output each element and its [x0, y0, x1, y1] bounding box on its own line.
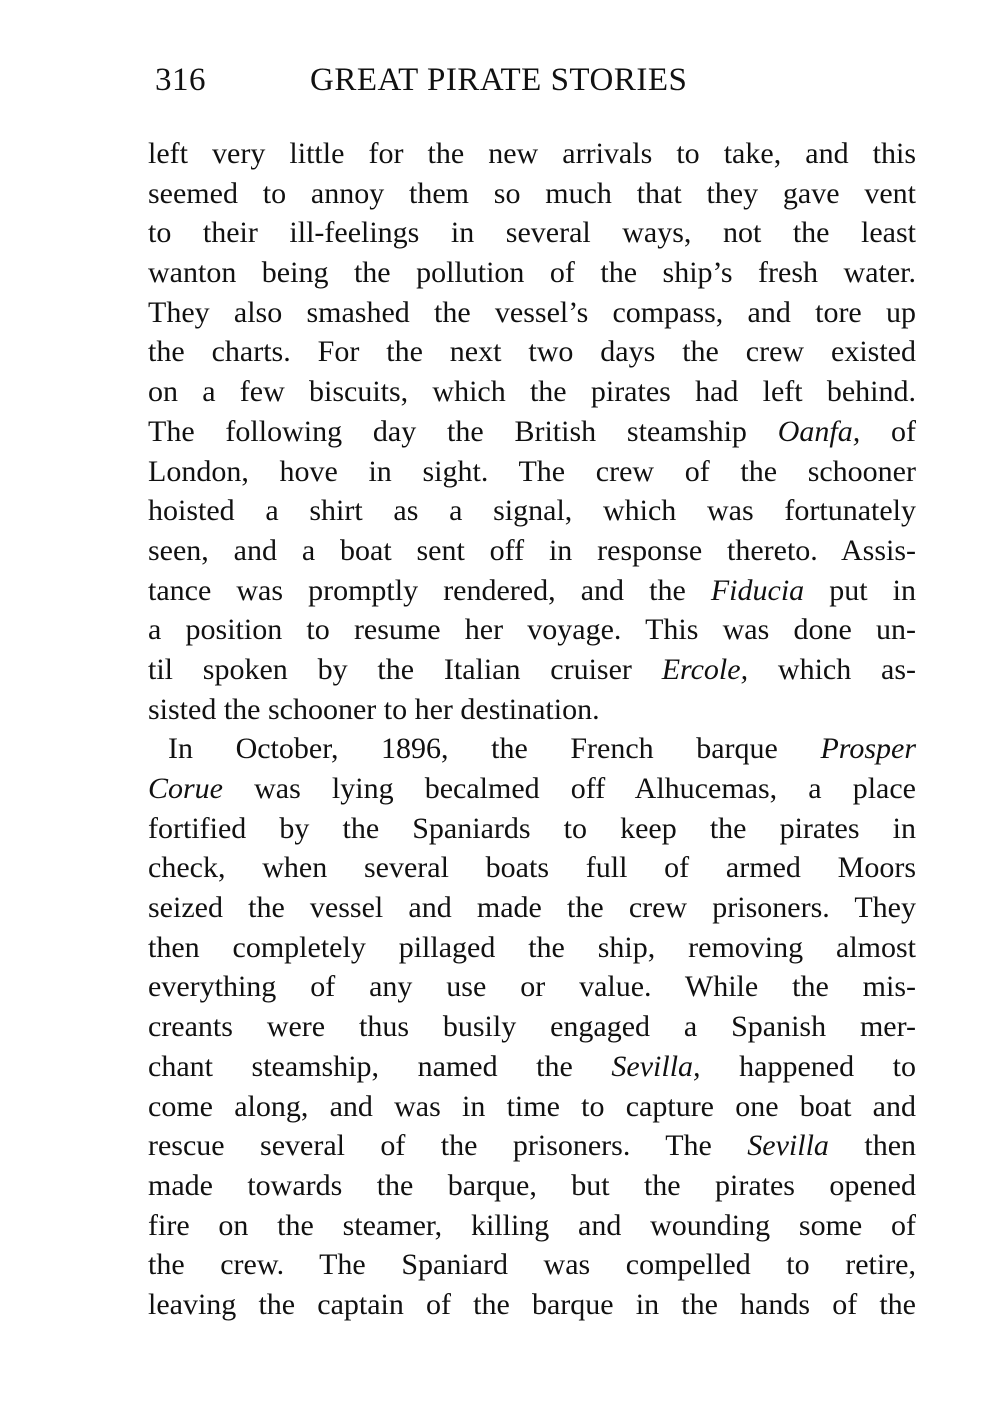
- text-line: [148, 928, 916, 968]
- text-line: [148, 848, 916, 888]
- italic-ship-name: Fiducia: [710, 573, 805, 607]
- text-line: [148, 1087, 916, 1127]
- text-segment: left very little for the new arrivals to take, and this: [148, 137, 916, 170]
- text-segment: tance was promptly rendered, and the: [148, 573, 711, 607]
- text-segment: fire on the steamer, killing and wounding some of: [148, 1208, 916, 1242]
- text-segment: on a few biscuits, which the pirates had left behind.: [148, 375, 916, 409]
- text-segment: creants were thus busily engaged a Spanish mer-: [148, 1010, 916, 1044]
- text-segment: everything of any use or value. While the mis-: [148, 970, 916, 1004]
- text-line: [148, 1285, 916, 1325]
- text-segment: chant steamship, named the: [148, 1049, 612, 1083]
- text-line: [148, 1206, 916, 1246]
- text-line: [148, 729, 916, 769]
- text-line: [148, 1047, 916, 1087]
- text-line: [148, 888, 916, 928]
- text-segment: fortified by the Spaniards to keep the pirates in: [148, 811, 916, 845]
- text-line: [148, 491, 916, 531]
- text-line: [148, 452, 916, 492]
- text-line: [148, 174, 916, 214]
- page-number: 316: [155, 62, 206, 98]
- text-line: [148, 412, 916, 452]
- italic-ship-name: Sevilla,: [611, 1049, 701, 1083]
- text-line: [148, 253, 916, 293]
- text-line: [148, 967, 916, 1007]
- text-segment: They also smashed the vessel’s compass, and tore up: [148, 295, 916, 329]
- text-segment: The following day the British steamship: [148, 414, 778, 448]
- text-segment: the crew. The Spaniard was compelled to retire,: [148, 1248, 916, 1282]
- text-segment: which as-: [748, 652, 916, 686]
- text-segment: check, when several boats full of armed Moors: [148, 851, 916, 885]
- text-segment: come along, and was in time to capture one boat and: [148, 1089, 916, 1123]
- text-line: [148, 213, 916, 253]
- text-line: [148, 1126, 916, 1166]
- text-segment: happened to: [700, 1049, 916, 1083]
- text-line: [148, 571, 916, 611]
- text-segment: was lying becalmed off Alhucemas, a place: [223, 772, 916, 805]
- text-segment: hoisted a shirt as a signal, which was fortunately: [148, 494, 916, 528]
- italic-ship-name: Sevilla: [747, 1129, 829, 1163]
- text-line: [148, 690, 916, 730]
- text-line: [148, 1166, 916, 1206]
- text-segment: seized the vessel and made the crew prisoners. They: [148, 891, 916, 925]
- text-line: [148, 650, 916, 690]
- text-line: [148, 1245, 916, 1285]
- text-segment: to their ill-feelings in several ways, not the least: [148, 216, 916, 250]
- text-segment: then: [828, 1129, 917, 1163]
- text-segment: made towards the barque, but the pirates opened: [148, 1168, 916, 1202]
- text-line: [148, 1007, 916, 1047]
- italic-ship-name: Ercole,: [661, 652, 749, 686]
- running-title: GREAT PIRATE STORIES: [310, 62, 688, 98]
- text-line: [148, 610, 916, 650]
- italic-ship-name: Oanfa,: [777, 414, 861, 448]
- text-segment: put in: [804, 573, 916, 607]
- text-segment: wanton being the pollution of the ship’s fresh water.: [148, 256, 916, 290]
- text-segment: the charts. For the next two days the crew existed: [148, 335, 916, 369]
- text-segment: sisted the schooner to her destination.: [148, 692, 600, 726]
- text-line: [148, 332, 916, 372]
- text-segment: til spoken by the Italian cruiser: [148, 652, 662, 686]
- text-line: [148, 531, 916, 571]
- text-segment: London, hove in sight. The crew of the schooner: [148, 454, 916, 488]
- text-line: [148, 293, 916, 333]
- text-segment: seen, and a boat sent off in response thereto. Assis-: [148, 533, 916, 567]
- text-line: [148, 134, 916, 174]
- italic-ship-name: Corue: [148, 772, 223, 805]
- text-line: [148, 769, 916, 809]
- body-text: [148, 134, 916, 1325]
- text-line: [148, 372, 916, 412]
- text-segment: leaving the captain of the barque in the hands of the: [148, 1287, 916, 1321]
- italic-ship-name: Prosper: [820, 732, 916, 766]
- text-segment: then completely pillaged the ship, removing almost: [148, 930, 916, 964]
- text-segment: rescue several of the prisoners. The: [148, 1129, 748, 1163]
- text-segment: a position to resume her voyage. This was done un-: [148, 613, 916, 647]
- running-header: [155, 62, 775, 106]
- text-segment: seemed to annoy them so much that they gave vent: [148, 176, 916, 210]
- text-segment: of: [860, 414, 916, 448]
- text-line: [148, 809, 916, 849]
- text-segment: In October, 1896, the French barque: [168, 732, 821, 766]
